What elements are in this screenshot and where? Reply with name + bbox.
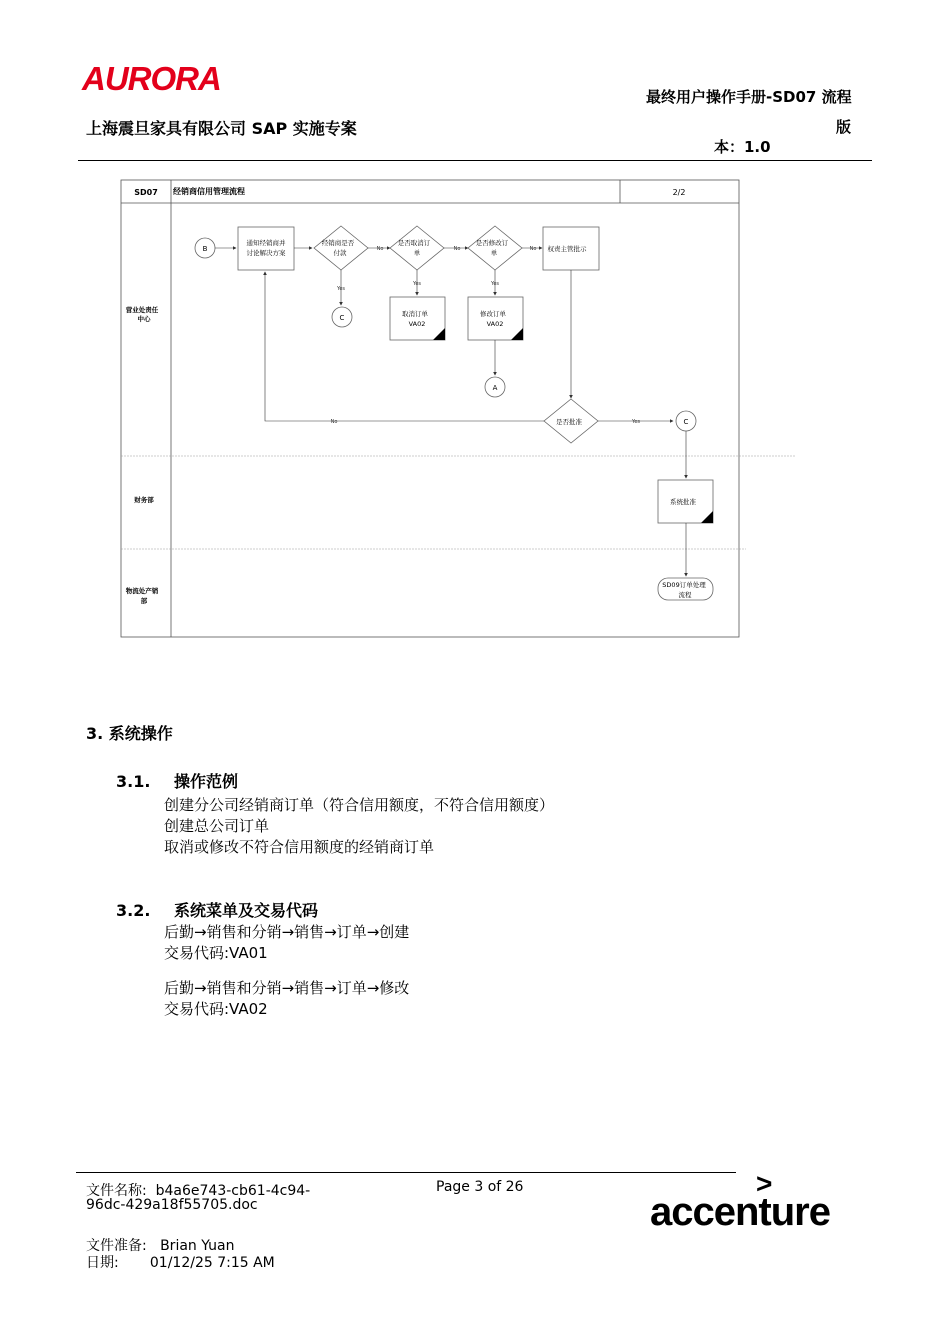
svg-text:VA02: VA02 — [408, 320, 426, 328]
svg-text:经销商是否: 经销商是否 — [321, 239, 355, 247]
svg-text:Yes: Yes — [631, 419, 641, 425]
section-3-2-heading: 3.2. 系统菜单及交易代码 — [116, 901, 319, 920]
flow-page: 2/2 — [672, 188, 686, 197]
svg-text:C: C — [683, 418, 689, 426]
doc-version: 本：1.0 — [714, 138, 771, 156]
svg-text:是否修改订: 是否修改订 — [475, 239, 509, 247]
svg-text:Yes: Yes — [490, 281, 500, 287]
svg-text:VA02: VA02 — [486, 320, 504, 328]
lane-logistics-1: 物流处产销 — [125, 587, 159, 595]
menu-path-create: 后勤→销售和分销→销售→订单→创建 交易代码:VA01 — [164, 923, 410, 962]
accenture-logo: accenture — [650, 1190, 830, 1234]
footer-filename-cont: 96dc-429a18f55705.doc — [86, 1197, 258, 1213]
svg-text:通知经销商并: 通知经销商并 — [246, 239, 286, 247]
doc-title-cont: 版 — [836, 118, 852, 136]
company-name: 上海震旦家具有限公司 SAP 实施专案 — [86, 119, 357, 138]
svg-text:是否批准: 是否批准 — [556, 418, 582, 426]
section-3-1-body: 创建分公司经销商订单（符合信用额度，不符合信用额度） 创建总公司订单 取消或修改不符合信用额度的经销商订单 — [164, 796, 555, 856]
flowchart — [0, 0, 950, 650]
svg-text:C: C — [339, 314, 345, 322]
section-3-heading: 3. 系统操作 — [86, 724, 173, 743]
svg-text:A: A — [492, 384, 498, 392]
svg-text:No: No — [376, 246, 384, 252]
svg-text:系统批准: 系统批准 — [670, 498, 696, 506]
modify-order-box — [468, 297, 523, 340]
svg-text:付款: 付款 — [333, 249, 347, 257]
footer-prepared-by: 文件准备: Brian Yuan — [86, 1238, 235, 1254]
accenture-mark-icon: > — [756, 1168, 773, 1199]
svg-text:No: No — [330, 419, 338, 425]
section-3-1-heading: 3.1. 操作范例 — [116, 772, 239, 791]
svg-text:流程: 流程 — [678, 591, 692, 599]
svg-text:是否取消订: 是否取消订 — [397, 239, 431, 247]
menu-path-modify: 后勤→销售和分销→销售→订单→修改 交易代码:VA02 — [164, 979, 410, 1018]
footer-filename: 文件名称: b4a6e743-cb61-4c94- — [86, 1183, 311, 1199]
svg-text:取消订单: 取消订单 — [402, 310, 428, 318]
svg-text:SD09订单处理: SD09订单处理 — [662, 581, 706, 589]
svg-text:No: No — [453, 246, 461, 252]
svg-text:Yes: Yes — [412, 281, 422, 287]
lane-sales-1: 营业处责任 — [125, 306, 159, 314]
aurora-logo: AURORA — [82, 60, 221, 97]
svg-text:No: No — [529, 246, 537, 252]
lane-logistics-2: 部 — [140, 597, 148, 605]
doc-title: 最终用户操作手册-SD07 流程 — [646, 88, 852, 106]
svg-text:单: 单 — [490, 249, 498, 257]
svg-text:讨论解决方案: 讨论解决方案 — [246, 249, 286, 257]
lane-sales-2: 中心 — [137, 315, 151, 323]
svg-text:单: 单 — [413, 249, 421, 257]
flow-code: SD07 — [134, 188, 158, 197]
footer-divider — [76, 1172, 736, 1173]
footer-date: 日期: 01/12/25 7:15 AM — [86, 1255, 275, 1271]
footer-page-number: Page 3 of 26 — [436, 1179, 524, 1195]
lane-finance: 财务部 — [134, 496, 154, 504]
svg-text:B: B — [202, 245, 208, 253]
svg-text:权责主管批示: 权责主管批示 — [547, 245, 587, 253]
svg-text:Yes: Yes — [336, 286, 346, 292]
svg-text:修改订单: 修改订单 — [480, 310, 506, 318]
cancel-order-box — [390, 297, 445, 340]
flow-title: 经销商信用管理流程 — [173, 187, 245, 196]
